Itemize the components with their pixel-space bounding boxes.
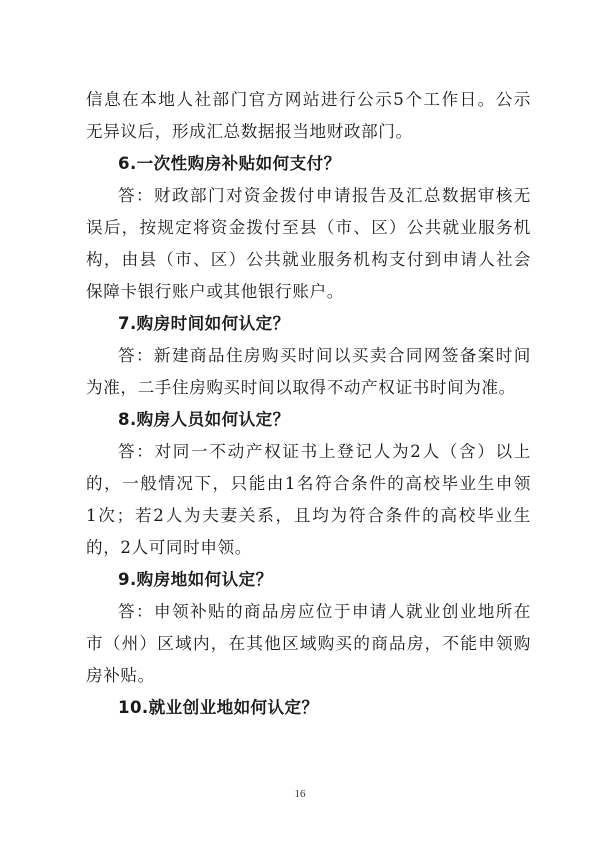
- q8-heading: 8.购房人员如何认定？: [118, 410, 290, 429]
- q7-line-2: 为准，二手住房购买时间以取得不动产权证书时间为准。: [86, 378, 516, 397]
- q8-line-2: 的，一般情况下，只能由1名符合条件的高校毕业生申领: [86, 474, 531, 493]
- q9-line-3: 房补贴。: [86, 666, 155, 685]
- intro-line-2: 无异议后，形成汇总数据报当地财政部门。: [86, 122, 413, 141]
- q9-line-1: 答：申领补贴的商品房应位于申请人就业创业地所在: [118, 602, 531, 621]
- q6-line-2: 误后，按规定将资金拨付至县（市、区）公共就业服务机: [86, 218, 531, 237]
- q6-line-1: 答：财政部门对资金拨付申请报告及汇总数据审核无: [118, 186, 531, 205]
- q9-heading: 9.购房地如何认定？: [118, 570, 273, 589]
- q8-line-1: 答：对同一不动产权证书上登记人为2人（含）以上: [118, 442, 531, 461]
- q8-line-3: 1次；若2人为夫妻关系，且均为符合条件的高校毕业生: [86, 506, 531, 525]
- q7-line-1: 答：新建商品住房购买时间以买卖合同网签备案时间: [118, 346, 531, 365]
- q6-heading: 6.一次性购房补贴如何支付？: [118, 154, 341, 173]
- q9-line-2: 市（州）区域内，在其他区域购买的商品房，不能申领购: [86, 634, 531, 653]
- q7-heading: 7.购房时间如何认定？: [118, 314, 290, 333]
- q6-line-4: 保障卡银行账户或其他银行账户。: [86, 282, 344, 301]
- page-number: 16: [294, 788, 306, 800]
- q10-heading: 10.就业创业地如何认定？: [118, 698, 319, 717]
- q8-line-4: 的，2人可同时申领。: [86, 538, 252, 557]
- intro-line-1: 信息在本地人社部门官方网站进行公示5个工作日。公示: [86, 90, 531, 109]
- q6-line-3: 构，由县（市、区）公共就业服务机构支付到申请人社会: [86, 250, 531, 269]
